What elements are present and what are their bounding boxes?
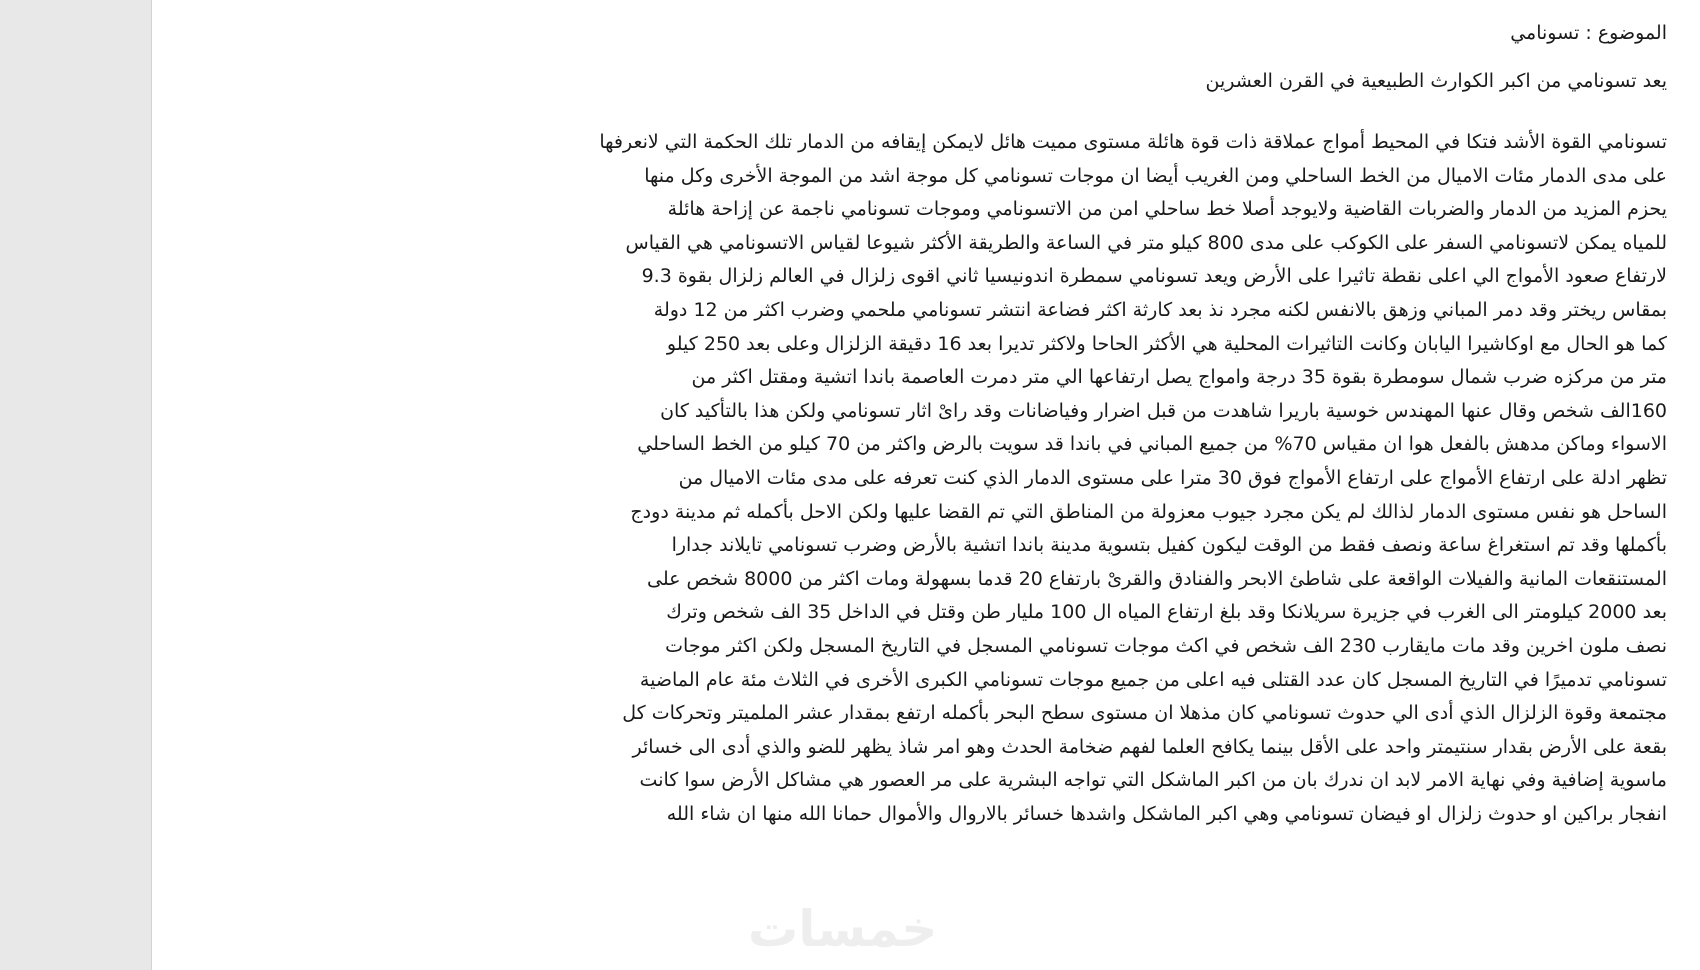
paragraph-line: بقعة على الأرض بقدار سنتيمتر واحد على الأقل بينما يكافح العلما لفهم ضخامة الحدث وهو امر شاذ يظهر للضو والذي أدى الى خسائر xyxy=(632,735,1667,758)
paragraph-line: نصف ملون اخرين وقد مات مايقارب 230 الف شخص في اكث موجات تسونامي المسجل في التاريخ المسجل ولكن اكثر موجات xyxy=(665,634,1667,657)
paragraph-line: لارتفاع صعود الأمواج الي اعلى نقطة تاثيرا على الأرض ويعد تسونامي سمطرة اندونيسيا ثاني اقوى زلزال في العالم زلزال بقوة 9.3 xyxy=(641,265,1667,288)
paragraph-line: يحزم المزيد من الدمار والضربات القاضية ولايوجد أصلا خط ساحلي امن من الاتسونامي وموجات تسونامي ناجمة عن إزاحة هائلة xyxy=(667,198,1667,221)
document-intro: يعد تسونامي من اكبر الكوارث الطبيعية في القرن العشرين xyxy=(1205,70,1667,92)
paragraph-line: انفجار براكين او حدوث زلزال او فيضان تسونامي وهي اكبر الماشكل واشدها خسائر بالاروال والأموال حمانا الله منها ان شاء الله xyxy=(666,802,1667,825)
paragraph-line: ماسوية إضافية وفي نهاية الامر لابد ان ندرك بان من اكبر الماشكل التي تواجه البشرية على مر العصور هي مشاكل الأرض سوا كانت xyxy=(639,769,1667,792)
document-subject: الموضوع : تسونامي xyxy=(1510,22,1667,44)
paragraph-line: تسونامي القوة الأشد فتكا في المحيط أمواج عملاقة ذات قوة هائلة مستوى مميت هائل لايمكن إيقافه من الدمار تلك الحكمة التي لانعرفها xyxy=(599,131,1667,153)
paragraph-line: بمقاس ريختر وقد دمر المباني وزهق بالانفس لكنه مجرد نذ بعد كارثة اكثر فضاعة انتشر تسونامي ملحمي وضرب اكثر من 12 دولة xyxy=(653,298,1667,321)
paragraph-line: بأكملها وقد تم استغراغ ساعة ونصف فقط من الوقت ليكون كفيل بتسوية مدينة باندا اتشية بالأرض وضرب تسونامي تايلاند جدارا xyxy=(671,534,1667,557)
document-body xyxy=(337,14,1667,831)
document-page xyxy=(153,0,1700,970)
paragraph-line: الساحل هو نفس مستوى الدمار لذالك لم يكن مجرد جيوب معزولة من المناطق التي تم القضا عليها ولكن الاحل بأكمله ثم مدينة دودج xyxy=(630,500,1667,523)
paragraph-line: بعد 2000 كيلومتر الى الغرب في جزيرة سريلانكا وقد بلغ ارتفاع المياه ال 100 مليار طن وقتل في الداخل 35 الف شخص وترك xyxy=(666,601,1667,624)
paragraph-line: كما هو الحال مع اوكاشيرا اليابان وكانت التاثيرات المحلية هي الأكثر الحاحا ولاكثر تديرا بعد 16 دقيقة الزلزال وعلى بعد 250 كيلو xyxy=(666,332,1667,355)
paragraph-line: المستنقعات المانية والفيلات الواقعة على شاطئ الابحر والفنادق والقرىْ بارتفاع 20 قدما بسهولة ومات اكثر من 8000 شخص على xyxy=(647,567,1667,590)
page-left-margin xyxy=(0,0,152,970)
paragraph-line: للمياه يمكن لاتسونامي السفر على الكوكب على مدى 800 كيلو متر في الساعة والطريقة الأكثر شيوعا لقياس الاتسونامي هي القياس xyxy=(625,231,1667,254)
paragraph-line: 160الف شخص وقال عنها المهندس خوسية باريرا شاهدت من قبل اضرار وفياضانات وقد راىْ اثار تسونامي ولكن هذا بالتأكيد كان xyxy=(660,399,1667,422)
paragraph-line: مجتمعة وقوة الزلزال الذي أدى الي حدوث تسونامي كان مذهلا ان مستوى سطح البحر بأكمله ارتفع بمقدار عشر الملميتر وتحركات كل xyxy=(622,702,1667,725)
paragraph-line: تسونامي تدميرًا في التاريخ المسجل كان عدد القتلى فيه اعلى من جميع موجات تسونامي الكبرى الأخرى في الثلاث مئة عام الماضية xyxy=(639,668,1667,691)
paragraph-line: متر من مركزه ضرب شمال سومطرة بقوة 35 درجة وامواج يصل ارتفاعها الي متر دمرت العاصمة باندا اتشية ومقتل اكثر من xyxy=(691,366,1667,389)
paragraph-line: تظهر ادلة على ارتفاع الأمواج على ارتفاع الأمواج فوق 30 مترا على مستوى الدمار الذي كنت تعرفه على مدى مئات الاميال من xyxy=(678,466,1667,489)
document-paragraph xyxy=(337,126,1667,831)
watermark-logo: خمسات xyxy=(748,900,938,958)
paragraph-line: الاسواء وماكن مدهش بالفعل هوا ان مقياس 70% من جميع المباني في باندا قد سويت بالرض واكثر من 70 كيلو من الخط الساحلي xyxy=(637,433,1667,456)
paragraph-line: على مدى الدمار مئات الاميال من الخط الساحلي ومن الغريب أيضا ان موجات تسونامي كل موجة اشد من الموجة الأخرى وكل منها xyxy=(644,164,1667,187)
